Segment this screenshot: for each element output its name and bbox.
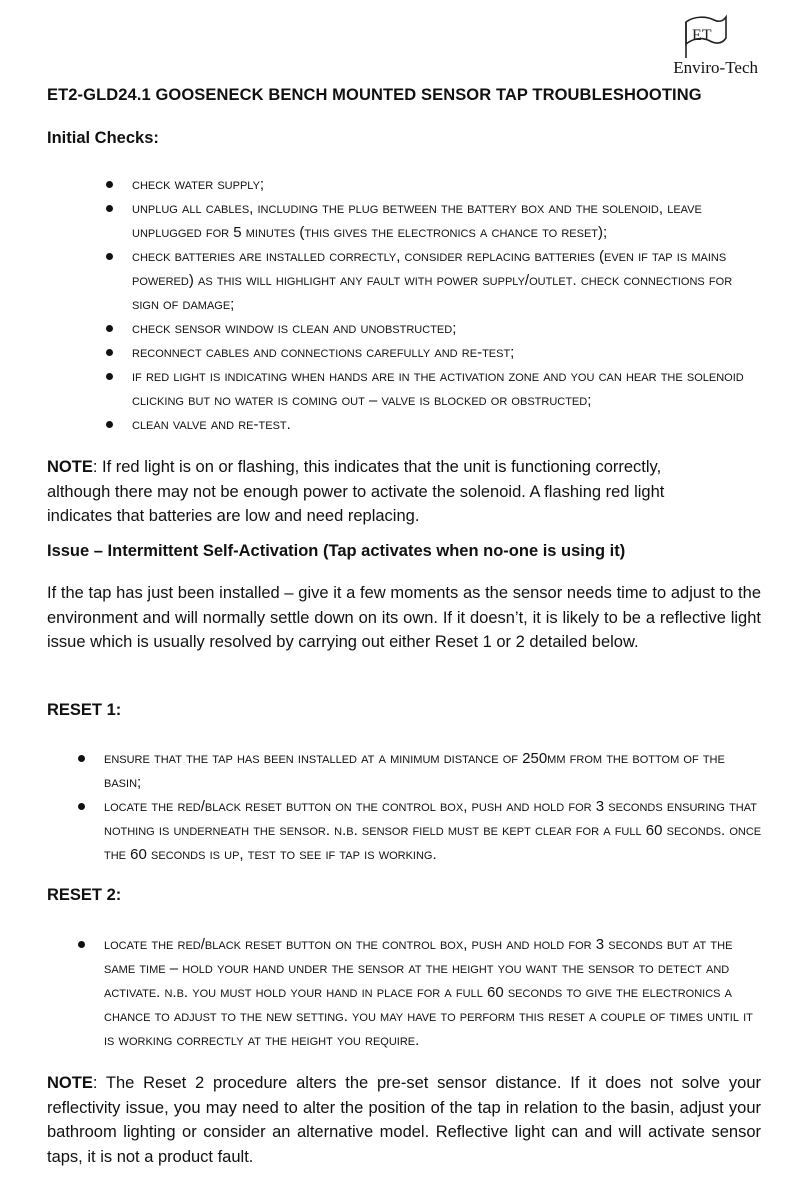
enviro-tech-flag-logo-icon bbox=[680, 14, 730, 60]
bullet-icon bbox=[78, 941, 85, 948]
bullet-icon bbox=[106, 373, 113, 380]
logo-monogram: ET bbox=[692, 27, 712, 44]
brand-name: Enviro-Tech bbox=[673, 58, 758, 77]
reset1-list bbox=[104, 747, 762, 867]
bullet-icon bbox=[106, 349, 113, 356]
bullet-icon bbox=[106, 205, 113, 212]
bullet-icon bbox=[106, 181, 113, 188]
issue-heading: Issue – Intermittent Self-Activation (Tap activates when no-one is using it) bbox=[47, 542, 626, 560]
bullet-icon bbox=[78, 755, 85, 762]
bullet-icon bbox=[106, 325, 113, 332]
list-item: reconnect cables and connections carefully and re-test; bbox=[132, 341, 762, 365]
list-item: locate the red/black reset button on the control box, push and hold for 3 seconds but at the same time – hold your hand under the sensor at the height you want the sensor to detect and activate. n.b. you must hold your hand in place for a full 60 seconds to give the electronics a chance to adjust to the new setting. you may have to perform this reset a couple of times until it is working correctly at the height you require. bbox=[104, 933, 762, 1053]
note-paragraph-2: NOTE: The Reset 2 procedure alters the pre-set sensor distance. If it does not solve your reflectivity issue, you may need to alter the position of the tap in relation to the basin, adjust your bathroom lighting or consider an alternative model. Reflective light can and will activate sensor taps, it is not a product fault. bbox=[47, 1074, 761, 1166]
bullet-icon bbox=[78, 803, 85, 810]
initial-checks-heading: Initial Checks: bbox=[47, 129, 159, 147]
list-item: check sensor window is clean and unobstructed; bbox=[132, 317, 762, 341]
list-item: ensure that the tap has been installed at a minimum distance of 250mm from the bottom of the basin; bbox=[104, 747, 762, 795]
reset1-heading: RESET 1: bbox=[47, 701, 122, 719]
list-item: if red light is indicating when hands are in the activation zone and you can hear the solenoid clicking but no water is coming out – valve is blocked or obstructed; bbox=[132, 365, 762, 413]
list-item: check water supply; bbox=[132, 173, 762, 197]
reset2-list bbox=[104, 933, 762, 1053]
note-label: NOTE bbox=[47, 1074, 93, 1092]
issue-paragraph: If the tap has just been installed – give it a few moments as the sensor needs time to adjust to the environment and will normally settle down on its own. If it doesn’t, it is likely to be a reflective light issue which is usually resolved by carrying out either Reset 1 or 2 detailed below. bbox=[47, 584, 761, 651]
list-item: check batteries are installed correctly, consider replacing batteries (even if tap is mains powered) as this will highlight any fault with power supply/outlet. check connections for sign of damage; bbox=[132, 245, 762, 317]
list-item: clean valve and re-test. bbox=[132, 413, 762, 437]
note-label: NOTE bbox=[47, 458, 93, 476]
bullet-icon bbox=[106, 421, 113, 428]
list-item: unplug all cables, including the plug between the battery box and the solenoid, leave unplugged for 5 minutes (this gives the electronics a chance to reset); bbox=[132, 197, 762, 245]
reset2-heading: RESET 2: bbox=[47, 886, 122, 904]
document-title: ET2-GLD24.1 GOOSENECK BENCH MOUNTED SENSOR TAP TROUBLESHOOTING bbox=[47, 86, 702, 104]
list-item: locate the red/black reset button on the control box, push and hold for 3 seconds ensuring that nothing is underneath the sensor. n.b. sensor field must be kept clear for a full 60 seconds. once the 60 seconds is up, test to see if tap is working. bbox=[104, 795, 762, 867]
brand-logo bbox=[638, 14, 758, 82]
initial-checks-list bbox=[132, 173, 762, 437]
bullet-icon bbox=[106, 253, 113, 260]
note-paragraph-1: NOTE: If red light is on or flashing, this indicates that the unit is functioning correctly, although there may not be enough power to activate the solenoid. A flashing red light indicates that batteries are low and need replacing. bbox=[47, 458, 665, 525]
